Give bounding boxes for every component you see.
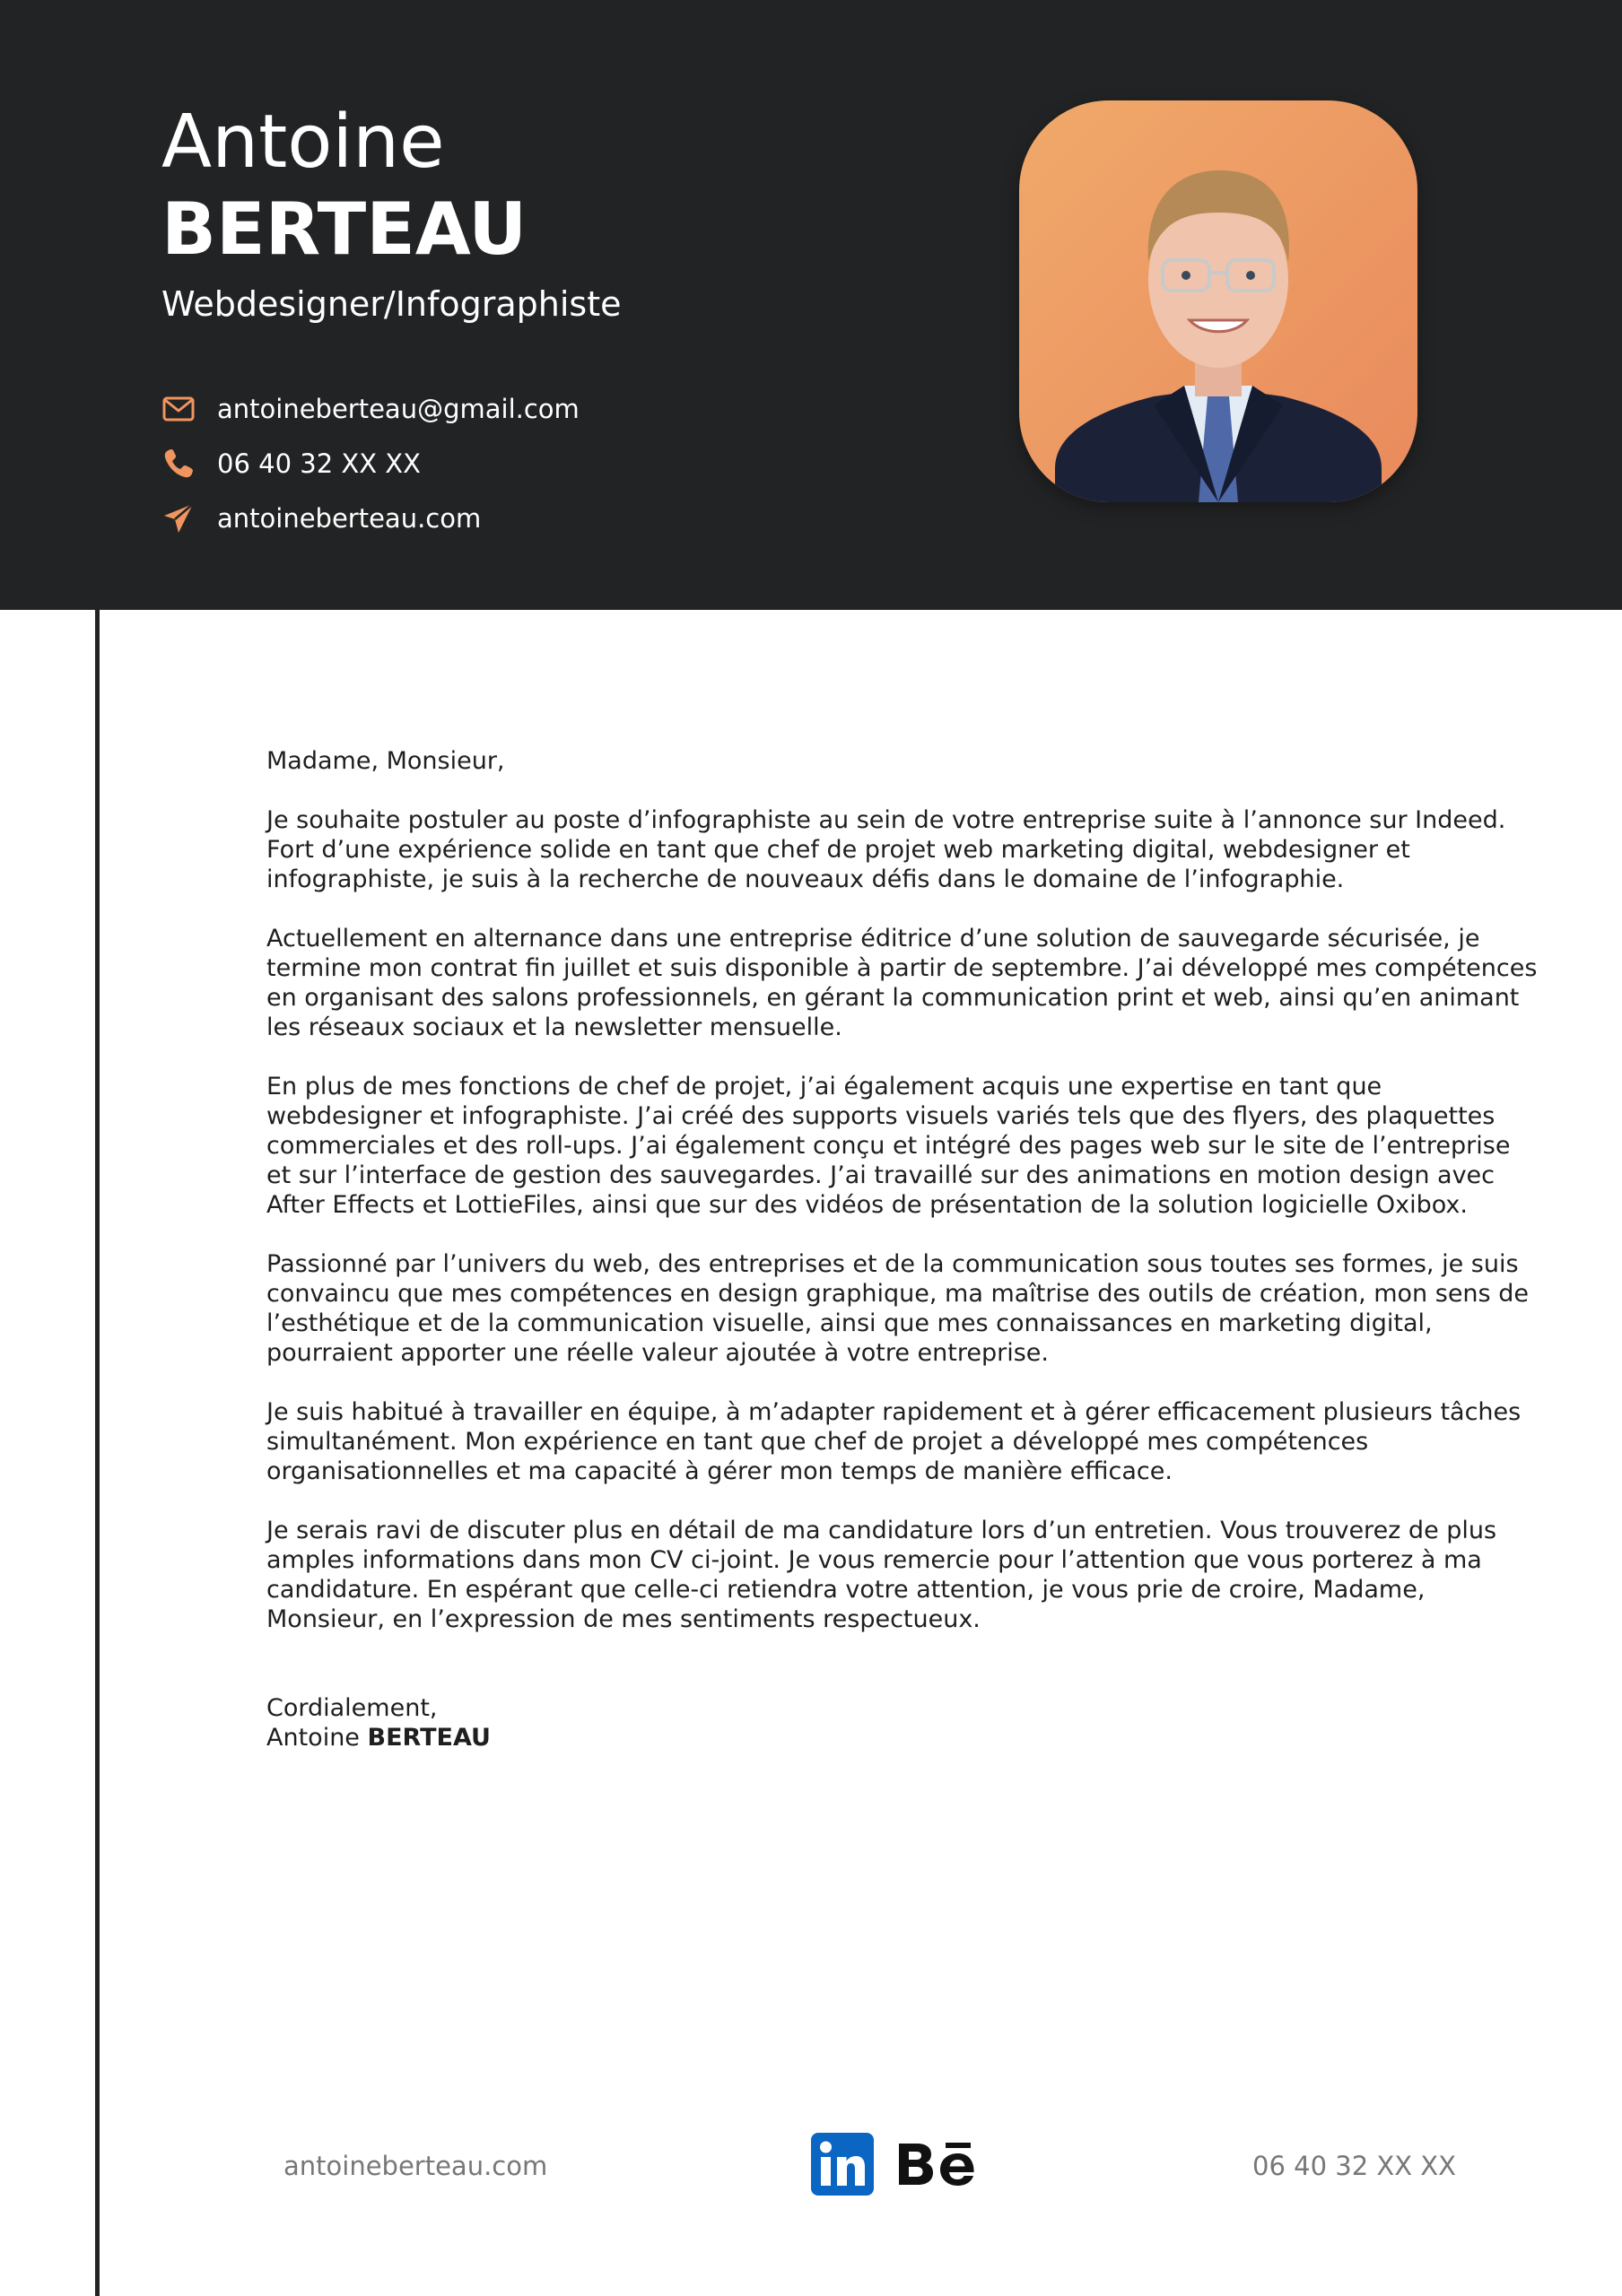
last-name: BERTEAU [161, 187, 528, 271]
paragraph-2: Actuellement en alternance dans une entreprise éditrice d’une solution de sauvegarde sécurisée, je termine mon contrat fin juillet et suis disponible à partir de septembre. J’ai développé mes compétences en organisant des salons professionnels, en gérant la communication print et web, ainsi qu’en animant les réseaux sociaux et la newsletter mensuelle. [266, 925, 1538, 1041]
paper-plane-icon [161, 501, 196, 535]
first-name: Antoine [161, 100, 445, 185]
profile-photo [1019, 100, 1417, 502]
job-title: Webdesigner/Infographiste [161, 284, 622, 324]
behance-icon[interactable] [895, 2133, 981, 2196]
salutation: Madame, Monsieur, [266, 747, 505, 775]
contact-email[interactable] [161, 391, 580, 427]
phone-text: 06 40 32 XX XX [217, 448, 422, 479]
footer-phone[interactable]: 06 40 32 XX XX [1252, 2151, 1457, 2181]
phone-icon [161, 447, 196, 481]
signature-last-name: BERTEAU [367, 1724, 491, 1752]
paragraph-3: En plus de mes fonctions de chef de projet, j’ai également acquis une expertise en tant que webdesigner et infographiste. J’ai créé des supports visuels variés tels que des flyers, des plaquettes commerciales et des roll-ups. J’ai également conçu et intégré des pages web sur le site de l’entreprise et sur l’interface de gestion des sauvegardes. J’ai travaillé sur des animations en motion design avec After Effects et LottieFiles, ainsi que sur des vidéos de présentation de la solution logicielle Oxibox. [266, 1073, 1511, 1219]
email-text: antoineberteau@gmail.com [217, 394, 580, 424]
footer-website[interactable]: antoineberteau.com [283, 2151, 548, 2181]
paragraph-6: Je serais ravi de discuter plus en détail de ma candidature lors d’un entretien. Vous trouverez de plus amples informations dans mon CV ci-joint. Je vous remercie pour l’attention que vous porterez à ma candidature. En espérant que celle-ci retiendra votre attention, je vous prie de croire, Madame, Monsieur, en l’expression de mes sentiments respectueux. [266, 1517, 1497, 1633]
paragraph-5: Je suis habitué à travailler en équipe, à m’adapter rapidement et à gérer efficacement plusieurs tâches simultanément. Mon expérience en tant que chef de projet a développé mes compétences organisationnelles et ma capacité à gérer mon temps de manière efficace. [266, 1398, 1522, 1485]
signature-first-name: Antoine [266, 1724, 360, 1752]
envelope-icon [161, 392, 196, 426]
contact-phone[interactable] [161, 446, 421, 482]
closing: Cordialement, [266, 1694, 438, 1722]
website-text: antoineberteau.com [217, 503, 482, 534]
header-banner [0, 0, 1622, 610]
side-accent-line [95, 610, 100, 2296]
letter-body [266, 746, 1540, 1752]
linkedin-icon[interactable] [811, 2133, 874, 2196]
paragraph-4: Passionné par l’univers du web, des entreprises et de la communication sous toutes ses formes, je suis convaincu que mes compétences en design graphique, ma maîtrise des outils de création, mon sens de l’esthétique et de la communication visuelle, ainsi que mes connaissances en marketing digital, pourraient apporter une réelle valeur ajoutée à votre entreprise. [266, 1250, 1529, 1367]
contact-website[interactable] [161, 500, 481, 536]
signature [266, 1723, 1540, 1752]
paragraph-1: Je souhaite postuler au poste d’infographiste au sein de votre entreprise suite à l’annonce sur Indeed. Fort d’une expérience solide en tant que chef de projet web marketing digital, webdesigner et infographiste, je suis à la recherche de nouveaux défis dans le domaine de l’infographie. [266, 806, 1506, 893]
portrait-illustration [1019, 100, 1417, 502]
